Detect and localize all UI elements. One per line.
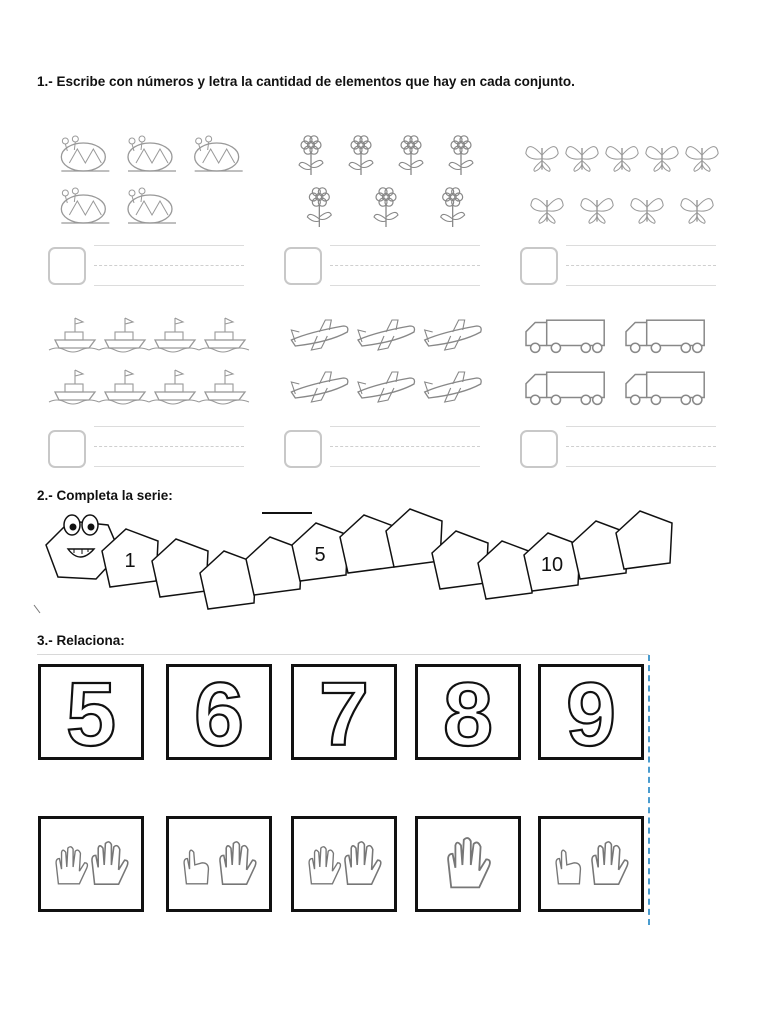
hand-icon (592, 842, 628, 884)
exercise-3-title: 3.- Relaciona: (37, 633, 125, 648)
cut-line (648, 655, 650, 925)
boat-icon (199, 318, 249, 352)
counting-hands (169, 819, 269, 909)
airplane-icon (358, 320, 415, 350)
word-answer-baseline (330, 285, 480, 286)
number-answer-box[interactable] (284, 247, 322, 285)
word-answer-line[interactable] (330, 245, 480, 246)
number-answer-box[interactable] (284, 430, 322, 468)
word-answer-guide (566, 446, 716, 447)
butterfly-icon (606, 147, 638, 172)
number-card-5[interactable] (38, 664, 144, 765)
boat-icon (99, 318, 149, 352)
number-glyph: 5 (65, 665, 117, 765)
airplane-icon (425, 320, 482, 350)
counting-hands (41, 819, 141, 909)
number-answer-box[interactable] (48, 430, 86, 468)
snail-icon (128, 188, 176, 223)
series-segment[interactable] (340, 515, 396, 573)
set-flower (278, 125, 488, 300)
hand-icon (309, 847, 340, 884)
butterfly-icon (631, 199, 663, 224)
series-number: 1 (124, 550, 136, 572)
outlined-number (41, 665, 141, 765)
set-airplane (278, 302, 488, 477)
counting-hands (418, 819, 518, 909)
counting-hands (294, 819, 394, 909)
number-card-8[interactable] (415, 664, 521, 765)
butterfly-icon (681, 199, 713, 224)
word-answer-baseline (94, 466, 244, 467)
flower-icon (299, 136, 323, 175)
flower-icon (399, 136, 423, 175)
truck-icon (626, 372, 704, 404)
flower-icon (449, 136, 473, 175)
word-answer-baseline (566, 285, 716, 286)
airplane-icon (358, 372, 415, 402)
exercise-1-title: 1.- Escribe con números y letra la cantidad de elementos que hay en cada conjunto. (37, 74, 575, 89)
number-card-7[interactable] (291, 664, 397, 765)
number-glyph: 9 (565, 665, 617, 765)
outlined-number (294, 665, 394, 765)
snail-icon (61, 188, 109, 223)
hand-icon (184, 850, 208, 884)
set-truck (514, 302, 724, 477)
series-number: 5 (314, 544, 326, 566)
word-answer-baseline (330, 466, 480, 467)
airplane-icon (291, 320, 347, 350)
set-illustration (42, 302, 252, 412)
number-glyph: 6 (193, 665, 245, 765)
hand-icon (556, 850, 580, 884)
boat-icon (199, 370, 249, 404)
word-answer-guide (330, 446, 480, 447)
series-segment[interactable] (292, 523, 348, 581)
hands-card[interactable] (38, 816, 144, 912)
hand-icon (220, 842, 256, 884)
word-answer-line[interactable] (330, 426, 480, 427)
airplane-icon (425, 372, 482, 402)
series-segment[interactable] (152, 539, 208, 597)
set-illustration (42, 125, 252, 235)
hands-card[interactable] (538, 816, 644, 912)
number-glyph: 7 (318, 665, 370, 765)
number-answer-box[interactable] (520, 247, 558, 285)
word-answer-line[interactable] (94, 245, 244, 246)
series-number: 10 (540, 554, 564, 576)
set-snail (42, 125, 252, 300)
hand-icon (448, 838, 490, 887)
truck-icon (526, 372, 604, 404)
outlined-number (418, 665, 518, 765)
number-card-6[interactable] (166, 664, 272, 765)
set-illustration (514, 302, 724, 412)
word-answer-line[interactable] (94, 426, 244, 427)
butterfly-icon (566, 147, 598, 172)
counting-hands (541, 819, 641, 909)
divider (37, 654, 649, 655)
boat-icon (99, 370, 149, 404)
butterfly-icon (531, 199, 563, 224)
boat-icon (149, 370, 199, 404)
flower-icon (349, 136, 373, 175)
number-answer-box[interactable] (520, 430, 558, 468)
truck-icon (626, 320, 704, 352)
outlined-number (541, 665, 641, 765)
set-butterfly (514, 125, 724, 300)
hands-card[interactable] (415, 816, 521, 912)
hand-icon (92, 842, 128, 884)
word-answer-line[interactable] (566, 245, 716, 246)
word-answer-baseline (94, 285, 244, 286)
snail-icon (195, 136, 243, 171)
word-answer-guide (566, 265, 716, 266)
butterfly-icon (526, 147, 558, 172)
boat-icon (149, 318, 199, 352)
flower-icon (374, 188, 398, 227)
truck-icon (526, 320, 604, 352)
word-answer-line[interactable] (566, 426, 716, 427)
set-illustration (514, 125, 724, 235)
hand-icon (56, 847, 87, 884)
set-illustration (278, 302, 488, 412)
outlined-number (169, 665, 269, 765)
set-boat (42, 302, 252, 477)
snail-icon (61, 136, 109, 171)
series-segment[interactable] (524, 533, 580, 591)
boat-icon (49, 318, 99, 352)
number-answer-box[interactable] (48, 247, 86, 285)
word-answer-baseline (566, 466, 716, 467)
flower-icon (441, 188, 465, 227)
flower-icon (307, 188, 331, 227)
number-card-9[interactable] (538, 664, 644, 765)
butterfly-icon (686, 147, 718, 172)
boat-icon (49, 370, 99, 404)
hands-card[interactable] (166, 816, 272, 912)
word-answer-guide (94, 265, 244, 266)
butterfly-icon (646, 147, 678, 172)
series-segment[interactable] (616, 511, 672, 569)
caterpillar-series (30, 505, 690, 620)
word-answer-guide (94, 446, 244, 447)
exercise-2-title: 2.- Completa la serie: (37, 488, 173, 503)
hand-icon (345, 842, 381, 884)
hands-card[interactable] (291, 816, 397, 912)
butterfly-icon (581, 199, 613, 224)
word-answer-guide (330, 265, 480, 266)
set-illustration (278, 125, 488, 235)
airplane-icon (291, 372, 347, 402)
number-glyph: 8 (442, 665, 494, 765)
snail-icon (128, 136, 176, 171)
